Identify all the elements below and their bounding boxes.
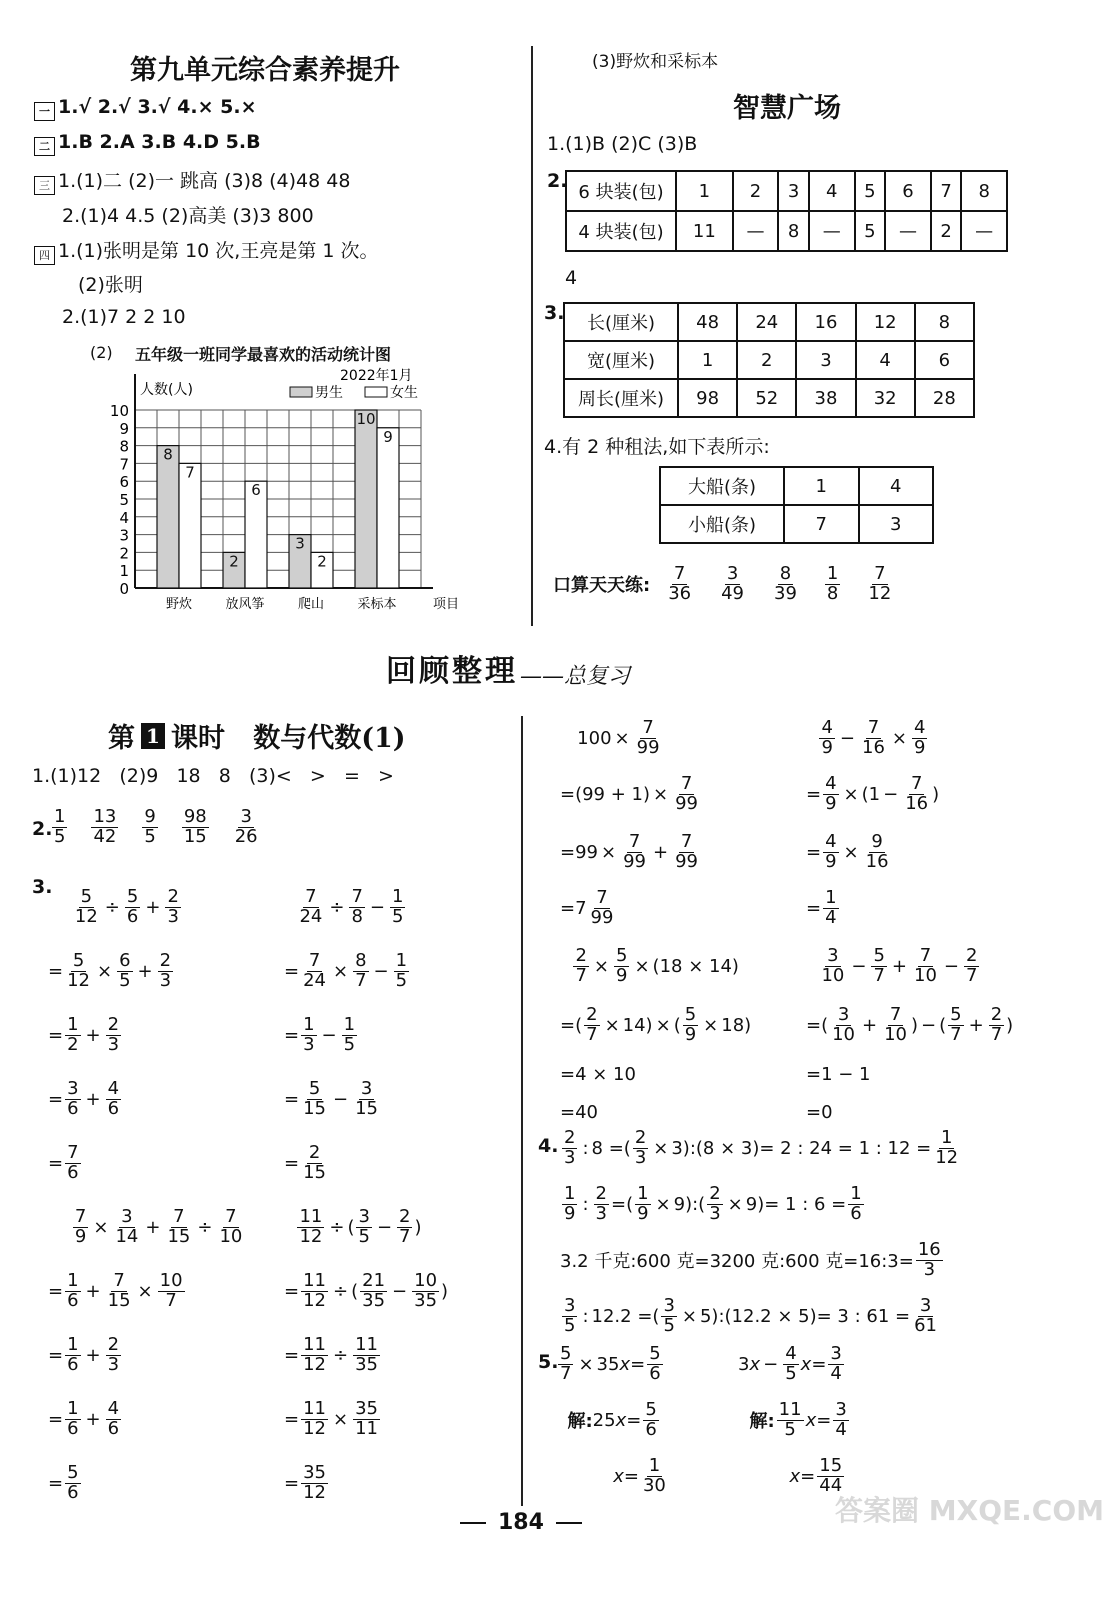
fraction: $\frac{5}{12}$	[74, 885, 98, 927]
fraction: $\frac{7}{12}$	[868, 563, 892, 604]
calc-step: $\frac{11}{12}$ ÷ ( $\frac{3}{5}$ − $\frac{2}{7}$ )	[299, 1205, 422, 1247]
fraction: $\frac{7}{15}$	[167, 1205, 191, 1247]
page-number: 184	[460, 1510, 582, 1535]
divider-top	[531, 46, 533, 626]
fraction: $\frac{7}{99}$	[590, 887, 614, 928]
calc-step: $\frac{2}{3}$ : 8 =( $\frac{2}{3}$ × 3):(8 × 3)= 2 : 24 = 1 : 12 = $\frac{1}{12}$	[564, 1126, 959, 1168]
kousuan-row	[553, 565, 895, 604]
calc-step: =99 × $\frac{7}{99}$ + $\frac{7}{99}$	[560, 831, 698, 872]
fraction: $\frac{1}{5}$	[343, 1013, 356, 1055]
fraction: $\frac{7}{10}$	[884, 1003, 908, 1045]
fraction: $\frac{16}{3}$	[917, 1238, 941, 1280]
fraction: $\frac{4}{9}$	[825, 772, 837, 814]
table-cell: 32	[856, 379, 915, 417]
bar-value-label: 8	[163, 445, 173, 464]
y-tick-label: 4	[119, 508, 129, 527]
fraction: $\frac{1}{8}$	[826, 563, 839, 604]
packs-table	[565, 170, 1008, 252]
calc-column-middle	[284, 875, 448, 1515]
y-tick-label: 6	[119, 473, 129, 492]
fraction: $\frac{35}{11}$	[355, 1397, 378, 1439]
table-cell: 小船(条)	[660, 505, 784, 543]
fraction: $\frac{5}{6}$	[649, 1342, 661, 1384]
calc-step: = $\frac{1}{6}$ + $\frac{2}{3}$	[48, 1333, 120, 1375]
table-cell: —	[809, 211, 855, 251]
fraction: $\frac{11}{12}$	[299, 1205, 323, 1247]
table-cell: —	[961, 211, 1007, 251]
fraction: $\frac{2}{7}$	[586, 1003, 598, 1045]
calc-step: $\frac{7}{24}$ ÷ $\frac{7}{8}$ − $\frac{1}{5}$	[299, 885, 404, 927]
fraction: $\frac{11}{12}$	[303, 1333, 326, 1375]
y-tick-label: 2	[119, 544, 129, 563]
y-tick-label: 8	[119, 437, 129, 456]
fraction: $\frac{10}{7}$	[159, 1269, 183, 1311]
calc-step: = $\frac{11}{12}$ × $\frac{35}{11}$	[284, 1397, 378, 1439]
y-tick-label: 0	[119, 580, 129, 598]
table-cell: 5	[855, 171, 886, 211]
x-category-label: 采标本	[357, 597, 397, 612]
calc-step: $\frac{5}{7}$ × 35 x = $\frac{5}{6}$	[560, 1342, 661, 1384]
fraction: $\frac{7}{15}$	[107, 1269, 131, 1311]
fraction: $\frac{11}{12}$	[303, 1269, 326, 1311]
fraction: $\frac{5}{7}$	[873, 944, 885, 986]
fraction: $\frac{7}{8}$	[351, 885, 363, 927]
calc-step: = $\frac{3}{6}$ + $\frac{4}{6}$	[48, 1077, 120, 1119]
fraction: $\frac{3}{5}$	[358, 1205, 370, 1247]
calc-step: = $\frac{1}{6}$ + $\frac{4}{6}$	[48, 1397, 120, 1439]
fraction: $\frac{7}{99}$	[675, 831, 698, 872]
fraction: $\frac{3}{15}$	[355, 1077, 378, 1119]
unit9-part4-line2: (2)张明	[78, 274, 143, 296]
bar-value-label: 2	[229, 552, 239, 571]
table-cell: 1	[676, 171, 733, 211]
table-cell: 周长(厘米)	[564, 379, 678, 417]
calc-step: =4 × 10	[560, 1063, 636, 1085]
calc-step: =(99 + 1) × $\frac{7}{99}$	[560, 772, 699, 814]
fraction: $\frac{21}{35}$	[362, 1269, 386, 1311]
fraction: $\frac{1}{5}$	[54, 806, 66, 847]
table-cell: 大船(条)	[660, 467, 784, 505]
calc-step: $\frac{7}{9}$ × $\frac{3}{14}$ + $\frac{7}{15}$ ÷ $\frac{7}{10}$	[74, 1205, 243, 1247]
fraction: $\frac{1}{6}$	[67, 1397, 79, 1439]
fraction: $\frac{1}{6}$	[850, 1182, 862, 1224]
table-cell: 3	[778, 171, 809, 211]
table-row	[564, 341, 974, 379]
calc-step: x = $\frac{15}{44}$	[789, 1454, 843, 1496]
fraction: $\frac{1}{5}$	[392, 885, 404, 927]
bar	[157, 446, 179, 588]
fraction: $\frac{11}{5}$	[778, 1398, 802, 1440]
unit9-part4-line1: 四 1.(1)张明是第 10 次,王亮是第 1 次。	[34, 236, 379, 265]
fraction: $\frac{7}{16}$	[905, 772, 929, 814]
table-cell: 1	[784, 467, 859, 505]
table-cell: 4	[859, 467, 934, 505]
fraction: $\frac{7}{99}$	[636, 716, 660, 758]
zhihui-title: 智慧广场	[733, 93, 841, 124]
fraction: $\frac{1}{30}$	[642, 1454, 666, 1496]
calc-step: =( $\frac{2}{7}$ × 14) × ( $\frac{5}{9}$ × 18)	[560, 1003, 752, 1045]
fraction: $\frac{1}{3}$	[303, 1013, 315, 1055]
calc-step: = $\frac{1}{3}$ − $\frac{1}{5}$	[284, 1013, 356, 1055]
x-category-label: 放风筝	[225, 597, 265, 612]
unit9-part1: 一 1.√ 2.√ 3.√ 4.× 5.×	[34, 96, 257, 121]
table-cell: 7	[784, 505, 859, 543]
calc-step: $\frac{4}{9}$ − $\frac{7}{16}$ × $\frac{4}{9}$	[821, 716, 926, 758]
fraction: $\frac{5}{7}$	[950, 1003, 962, 1045]
fraction: $\frac{1}{6}$	[67, 1333, 79, 1375]
fraction: $\frac{9}{16}$	[865, 831, 889, 872]
legend-swatch	[365, 387, 387, 397]
table-cell: 8	[778, 211, 809, 251]
fraction: $\frac{7}{24}$	[299, 885, 323, 927]
table-cell: 28	[915, 379, 974, 417]
fraction: $\frac{1}{9}$	[564, 1182, 576, 1224]
chart-title: 五年级一班同学最喜欢的活动统计图	[135, 345, 392, 364]
table-cell: 12	[856, 303, 915, 341]
calc-step: =1 − 1	[806, 1063, 871, 1085]
unit9-part3-line2: 2.(1)4 4.5 (2)高美 (3)3 800	[62, 205, 314, 227]
rectangle-table	[563, 302, 975, 418]
lesson-title: 第 1 课时 数与代数(1)	[108, 723, 406, 754]
fraction: $\frac{1}{5}$	[395, 949, 408, 991]
fraction: $\frac{2}{3}$	[107, 1333, 120, 1375]
review-q2-answers	[50, 808, 262, 847]
y-tick-label: 1	[119, 562, 129, 581]
section-marker-3: 三	[34, 176, 55, 195]
calc-step: = $\frac{11}{12}$ ÷ ( $\frac{21}{35}$ − $\frac{10}{35}$ )	[284, 1269, 449, 1311]
table-cell: 7	[931, 171, 962, 211]
zhihui-q1: 1.(1)B (2)C (3)B	[547, 133, 698, 155]
fraction: $\frac{8}{7}$	[355, 949, 367, 991]
fraction: $\frac{6}{5}$	[119, 949, 131, 991]
table-cell: 宽(厘米)	[564, 341, 678, 379]
y-tick-label: 3	[119, 526, 129, 545]
section-marker-1: 一	[34, 102, 55, 121]
fraction: $\frac{2}{3}$	[159, 949, 172, 991]
fraction: $\frac{3}{10}$	[821, 944, 845, 986]
section-marker-4: 四	[34, 246, 55, 265]
fraction: $\frac{3}{5}$	[564, 1294, 576, 1336]
fraction: $\frac{3}{4}$	[830, 1342, 842, 1384]
table-cell: 1	[678, 341, 737, 379]
table-cell: 6 块装(包)	[566, 171, 676, 211]
y-tick-label: 10	[109, 402, 129, 420]
fraction: $\frac{7}{36}$	[668, 563, 692, 604]
y-axis-label: 人数(人)	[140, 382, 193, 398]
fraction: $\frac{5}{6}$	[67, 1461, 79, 1503]
fraction: $\frac{2}{7}$	[966, 944, 978, 986]
fraction: $\frac{7}{16}$	[862, 716, 885, 758]
table-cell: 8	[961, 171, 1007, 211]
fraction: $\frac{2}{3}$	[595, 1182, 607, 1224]
table-cell: 8	[915, 303, 974, 341]
fraction: $\frac{1}{4}$	[825, 887, 837, 928]
fraction: $\frac{7}{99}$	[623, 831, 646, 872]
calc-step: = $\frac{4}{9}$ × (1 − $\frac{7}{16}$ )	[806, 772, 940, 814]
y-tick-label: 9	[119, 419, 129, 438]
table-cell: —	[885, 211, 931, 251]
table-cell: 98	[678, 379, 737, 417]
fraction: $\frac{7}{24}$	[303, 949, 326, 991]
section-marker-2: 二	[34, 137, 55, 156]
fraction: $\frac{5}{9}$	[616, 944, 628, 986]
chart-subtitle: 2022年1月	[340, 368, 413, 384]
review-title: 回顾整理	[386, 654, 518, 689]
calc-step: = $\frac{5}{15}$ − $\frac{3}{15}$	[284, 1077, 378, 1119]
table-cell: 2	[733, 171, 779, 211]
right-item3: (3)野炊和采标本	[592, 52, 719, 72]
fraction: $\frac{5}{9}$	[684, 1003, 697, 1045]
fraction: $\frac{9}{5}$	[144, 806, 156, 847]
calc-step: =40	[560, 1101, 598, 1123]
table-cell: 3	[859, 505, 934, 543]
table-row	[566, 211, 1007, 251]
zhihui-q2-answer: 4	[565, 267, 578, 289]
y-tick-label: 5	[119, 491, 129, 509]
fraction: $\frac{5}{7}$	[560, 1342, 572, 1384]
table-cell: 长(厘米)	[564, 303, 678, 341]
ratio-lines	[560, 1120, 962, 1344]
calc-step: = $\frac{11}{12}$ ÷ $\frac{11}{35}$	[284, 1333, 378, 1375]
unit9-part4-line3: 2.(1)7 2 2 10	[62, 306, 186, 328]
unit9-title: 第九单元综合素养提升	[130, 55, 400, 86]
fraction: $\frac{4}{6}$	[107, 1397, 120, 1439]
fraction: $\frac{2}{3}$	[107, 1013, 120, 1055]
table-cell: 3	[796, 341, 855, 379]
fraction: $\frac{35}{12}$	[303, 1461, 326, 1503]
x-axis-label: 项目	[433, 597, 460, 612]
table-row	[566, 171, 1007, 211]
ratio-q4-label: 4.	[538, 1135, 559, 1157]
table-cell: 4	[809, 171, 855, 211]
x-category-label: 爬山	[297, 597, 325, 612]
fraction: $\frac{2}{7}$	[575, 944, 587, 986]
calc-column-right-a	[560, 712, 751, 1130]
fraction: $\frac{2}{15}$	[303, 1141, 326, 1183]
fraction: $\frac{3}{14}$	[115, 1205, 139, 1247]
fraction: $\frac{3}{61}$	[914, 1294, 938, 1336]
lesson-number-badge: 1	[141, 723, 165, 749]
calc-step: 解: $\frac{11}{5}$ x = $\frac{3}{4}$	[749, 1398, 847, 1440]
fraction: $\frac{2}{7}$	[990, 1003, 1003, 1045]
calc-column-left	[48, 875, 246, 1515]
calc-step: = $\frac{7}{24}$ × $\frac{8}{7}$ − $\frac{1}{5}$	[284, 949, 408, 991]
bar-value-label: 3	[295, 534, 305, 553]
x-category-label: 野炊	[165, 597, 193, 612]
fraction: $\frac{2}{3}$	[167, 885, 179, 927]
fraction: $\frac{3}{10}$	[832, 1003, 856, 1045]
fraction: $\frac{1}{6}$	[67, 1269, 79, 1311]
table-cell: 2	[737, 341, 796, 379]
calc-step: = $\frac{5}{6}$	[48, 1461, 79, 1503]
equation-q5-label: 5.	[538, 1351, 559, 1373]
boat-table	[659, 466, 934, 544]
review-subtitle: ——总复习	[520, 664, 631, 689]
table-cell: 5	[855, 211, 886, 251]
legend-label: 男生	[315, 385, 343, 401]
equation-right	[738, 1336, 851, 1504]
review-q1: 1.(1)12 (2)9 18 8 (3)< > = >	[32, 765, 394, 787]
zhihui-q2-label: 2.	[547, 170, 568, 192]
calc-step: $\frac{3}{5}$ : 12.2 =( $\frac{3}{5}$ × 5):(12.2 × 5)= 3 : 61 = $\frac{3}{61}$	[564, 1294, 938, 1336]
fraction: $\frac{1}{2}$	[67, 1013, 79, 1055]
fraction: $\frac{2}{3}$	[709, 1182, 721, 1224]
table-cell: 6	[885, 171, 931, 211]
review-header	[386, 646, 630, 690]
fraction: $\frac{10}{35}$	[414, 1269, 438, 1311]
table-cell: 16	[796, 303, 855, 341]
bar-chart	[100, 362, 470, 622]
equation-left	[556, 1336, 670, 1504]
kousuan-label: 口算天天练:	[553, 575, 651, 597]
fraction: $\frac{4}{6}$	[107, 1077, 120, 1119]
table-cell: 38	[796, 379, 855, 417]
fraction: $\frac{4}{9}$	[825, 831, 837, 872]
fraction: $\frac{11}{35}$	[355, 1333, 378, 1375]
fraction: $\frac{2}{7}$	[399, 1205, 411, 1247]
fraction: $\frac{3}{49}$	[721, 563, 745, 604]
fraction: $\frac{3}{5}$	[663, 1294, 675, 1336]
calc-step: = $\frac{35}{12}$	[284, 1461, 326, 1503]
table-cell: 11	[676, 211, 733, 251]
fraction: $\frac{5}{15}$	[303, 1077, 326, 1119]
zhihui-q4: 4.有 2 种租法,如下表所示:	[544, 436, 770, 458]
review-q3-label: 3.	[32, 876, 53, 898]
legend-label: 女生	[390, 385, 418, 401]
table-row	[564, 379, 974, 417]
calc-step: = $\frac{5}{12}$ × $\frac{6}{5}$ + $\frac{2}{3}$	[48, 949, 172, 991]
zhihui-q3-label: 3.	[544, 302, 565, 324]
table-cell: 4 块装(包)	[566, 211, 676, 251]
calc-step: $\frac{1}{9}$ : $\frac{2}{3}$ =( $\frac{1}{9}$ × 9):( $\frac{2}{3}$ × 9)= 1 : 6 = $\frac{1}{6}$	[564, 1182, 862, 1224]
fraction: $\frac{3}{4}$	[835, 1398, 847, 1440]
table-cell: 2	[931, 211, 962, 251]
calc-step: =0	[806, 1101, 833, 1123]
fraction: $\frac{7}{6}$	[67, 1141, 79, 1183]
calc-step: =( $\frac{3}{10}$ + $\frac{7}{10}$ ) − ( $\frac{5}{7}$ + $\frac{2}{7}$ )	[806, 1003, 1014, 1045]
watermark-logo: 答案圈 MXQE.COM	[835, 1494, 1104, 1527]
bar-value-label: 6	[251, 481, 261, 500]
fraction: $\frac{5}{12}$	[67, 949, 90, 991]
calc-step: 100 × $\frac{7}{99}$	[560, 716, 660, 758]
bar-value-label: 7	[185, 463, 195, 482]
bar-value-label: 9	[383, 427, 393, 446]
fraction: $\frac{7}{10}$	[914, 944, 937, 986]
calc-step: = $\frac{7}{6}$	[48, 1141, 79, 1183]
fraction: $\frac{7}{9}$	[74, 1205, 87, 1247]
table-row	[660, 505, 933, 543]
y-tick-label: 7	[119, 455, 129, 474]
fraction: $\frac{5}{6}$	[126, 885, 139, 927]
calc-step: 3.2 千克:600 克=3200 克:600 克=16:3= $\frac{16}{3}$	[560, 1238, 941, 1280]
kousuan-answers	[664, 565, 895, 604]
fraction: $\frac{1}{9}$	[637, 1182, 649, 1224]
fraction: $\frac{98}{15}$	[183, 806, 207, 847]
fraction: $\frac{3}{26}$	[234, 806, 258, 847]
fraction: $\frac{2}{3}$	[634, 1126, 647, 1168]
fraction: $\frac{2}{3}$	[564, 1126, 576, 1168]
bar	[179, 463, 201, 588]
fraction: $\frac{7}{99}$	[675, 772, 699, 814]
table-row	[564, 303, 974, 341]
fraction: $\frac{11}{12}$	[303, 1397, 326, 1439]
fraction: $\frac{7}{10}$	[219, 1205, 243, 1247]
chart-item-label: (2)	[90, 343, 113, 362]
calc-step: =7 $\frac{7}{99}$	[560, 887, 614, 928]
bar-value-label: 2	[317, 552, 327, 571]
fraction: $\frac{8}{39}$	[774, 563, 797, 604]
review-q2-label: 2.	[32, 818, 53, 840]
table-cell: —	[733, 211, 779, 251]
table-cell: 48	[678, 303, 737, 341]
fraction: $\frac{1}{12}$	[935, 1126, 959, 1168]
calc-step: 3 x − $\frac{4}{5}$ x = $\frac{3}{4}$	[738, 1342, 842, 1384]
calc-step: 解: 25 x = $\frac{5}{6}$	[567, 1398, 657, 1440]
legend-swatch	[290, 387, 312, 397]
calc-step: $\frac{5}{12}$ ÷ $\frac{5}{6}$ + $\frac{2}{3}$	[74, 885, 179, 927]
table-cell: 6	[915, 341, 974, 379]
table-row	[660, 467, 933, 505]
calc-step: = $\frac{2}{15}$	[284, 1141, 326, 1183]
bar	[377, 428, 399, 588]
bar-value-label: 10	[356, 410, 376, 428]
calc-step: x = $\frac{1}{30}$	[613, 1454, 666, 1496]
unit9-part2: 二 1.B 2.A 3.B 4.D 5.B	[34, 131, 261, 156]
fraction: $\frac{5}{6}$	[645, 1398, 657, 1440]
calc-step: = $\frac{1}{2}$ + $\frac{2}{3}$	[48, 1013, 120, 1055]
fraction: $\frac{13}{42}$	[93, 806, 117, 847]
divider-bottom	[521, 716, 523, 1506]
bar	[355, 410, 377, 588]
table-cell: 4	[856, 341, 915, 379]
table-cell: 52	[737, 379, 796, 417]
fraction: $\frac{4}{5}$	[785, 1342, 797, 1384]
table-cell: 24	[737, 303, 796, 341]
calc-step: = $\frac{4}{9}$ × $\frac{9}{16}$	[806, 831, 889, 872]
calc-column-right-b	[806, 712, 1013, 1130]
unit9-part3-line1: 三 1.(1)二 (2)一 跳高 (3)8 (4)48 48	[34, 166, 350, 195]
fraction: $\frac{15}{44}$	[819, 1454, 843, 1496]
calc-step: $\frac{2}{7}$ × $\frac{5}{9}$ × (18 × 14)	[575, 944, 739, 986]
fraction: $\frac{4}{9}$	[821, 716, 833, 758]
calc-step: $\frac{3}{10}$ − $\frac{5}{7}$ + $\frac{7}{10}$ − $\frac{2}{7}$	[821, 944, 978, 986]
fraction: $\frac{3}{6}$	[67, 1077, 79, 1119]
calc-step: = $\frac{1}{6}$ + $\frac{7}{15}$ × $\frac{10}{7}$	[48, 1269, 183, 1311]
calc-step: = $\frac{1}{4}$	[806, 887, 837, 928]
fraction: $\frac{4}{9}$	[914, 716, 926, 758]
